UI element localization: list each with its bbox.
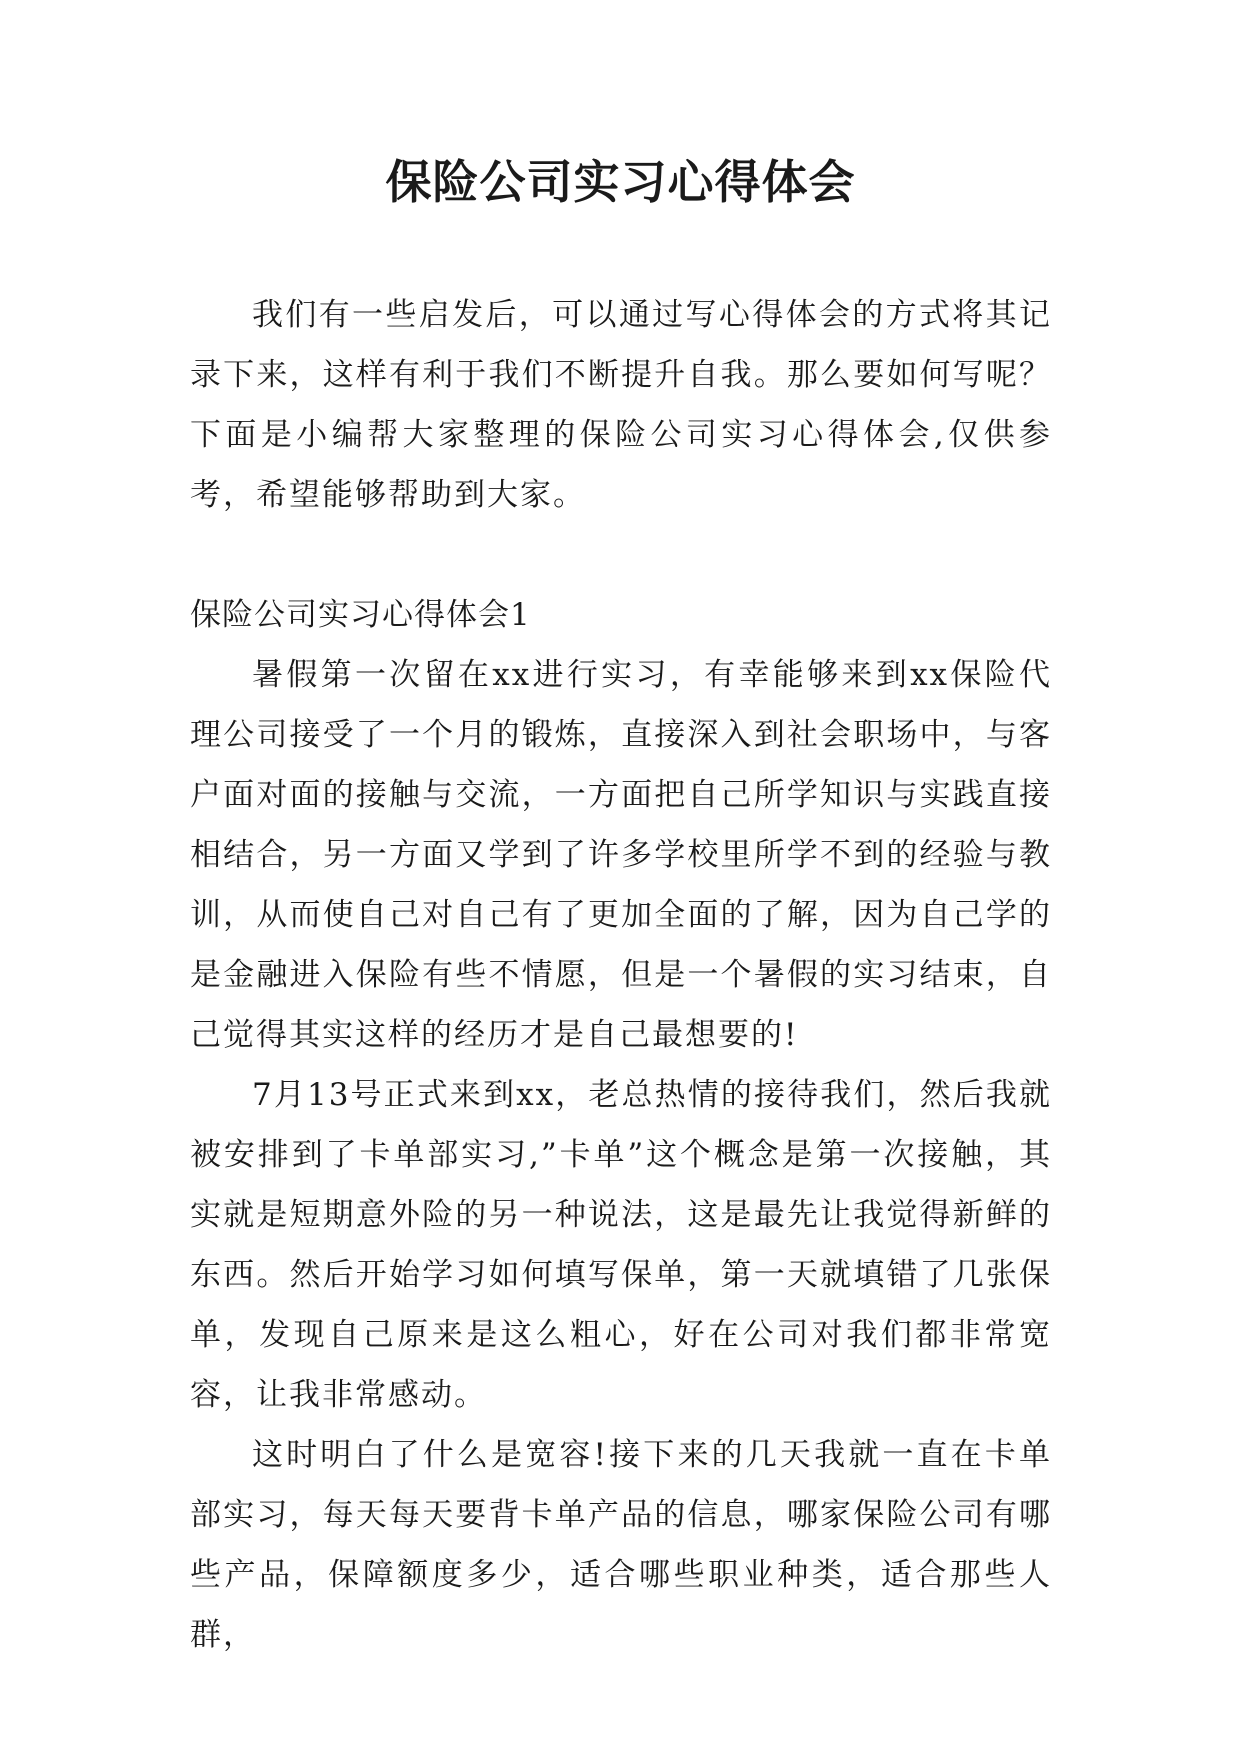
section-heading: 保险公司实习心得体会1 (190, 597, 531, 633)
document-body (190, 285, 1052, 1665)
document-title: 保险公司实习心得体会 (385, 155, 856, 209)
body-paragraph-3: 这时明白了什么是宽容!接下来的几天我就一直在卡单部实习，每天每天要背卡单产品的信息，哪家保险公司有哪些产品，保障额度多少，适合哪些职业种类，适合那些人群， (190, 1437, 1052, 1653)
intro-paragraph: 我们有一些启发后，可以通过写心得体会的方式将其记录下来，这样有利于我们不断提升自我。那么要如何写呢？下面是小编帮大家整理的保险公司实习心得体会,仅供参考，希望能够帮助到大家。 (190, 297, 1052, 513)
body-paragraph-1: 暑假第一次留在xx进行实习，有幸能够来到xx保险代理公司接受了一个月的锻炼，直接深入到社会职场中，与客户面对面的接触与交流，一方面把自己所学知识与实践直接相结合，另一方面又学到了许多学校里所学不到的经验与教训，从而使自己对自己有了更加全面的了解，因为自己学的是金融进入保险有些不情愿，但是一个暑假的实习结束，自己觉得其实这样的经历才是自己最想要的! (190, 657, 1052, 1053)
body-paragraph-2: 7月13号正式来到xx，老总热情的接待我们，然后我就被安排到了卡单部实习,”卡单”这个概念是第一次接触，其实就是短期意外险的另一种说法，这是最先让我觉得新鲜的东西。然后开始学习如何填写保单，第一天就填错了几张保单，发现自己原来是这么粗心，好在公司对我们都非常宽容，让我非常感动。 (190, 1077, 1052, 1413)
spacer (190, 525, 1052, 585)
